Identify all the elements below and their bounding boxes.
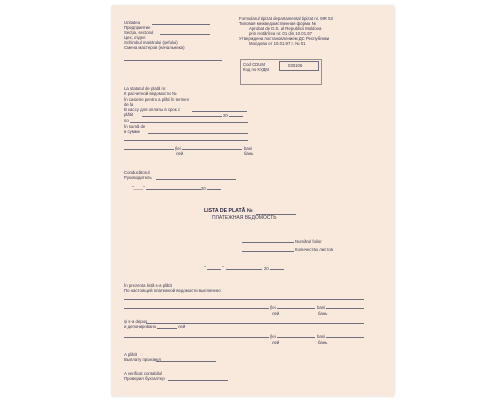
sheets-line: [242, 251, 294, 252]
title-ru: ПЛАТЕЖНАЯ ВЕДОМОСТЬ: [212, 215, 277, 221]
statement-l3: În casierie pentru a plăti în termen: [124, 97, 189, 102]
sheets-pre-line: [242, 242, 294, 243]
deposit-lei2-line: [277, 337, 315, 338]
conducator-line: [156, 179, 236, 180]
form-line-2: Типовая межведомственная форма №: [239, 21, 317, 26]
year2: 20: [201, 186, 206, 191]
conducator-ro: Conducătorul: [124, 170, 150, 175]
statement-l6: plătit: [124, 112, 134, 117]
form-line-1: Formularul tipizat departamental tipizat nr. MR 53: [239, 16, 333, 21]
checked-ru: Проверил бухгалтер: [124, 376, 165, 381]
title-ro: LISTA DE PLATĂ №: [204, 208, 253, 214]
date-day-line: [207, 269, 221, 270]
sum-line: [148, 133, 248, 134]
date-line-1: [146, 189, 201, 190]
payout-lei: (lei: [270, 305, 276, 310]
to-line: [130, 122, 248, 123]
deposit-bani2: bani: [317, 334, 326, 339]
header-left-underline: [124, 60, 222, 61]
lei-line: [182, 149, 242, 150]
statement-l5: В кассу для оплаты в срок с: [124, 107, 180, 112]
year1-line: [229, 116, 243, 117]
lei1: (lei: [175, 146, 181, 151]
paid-line: [156, 361, 216, 362]
deposit-lei: лей: [178, 324, 186, 329]
statement-l2: К расчетной ведомости №: [124, 91, 177, 96]
deposit-ru: и депонировано: [124, 324, 157, 329]
sheets-ro: Numărul foilor: [295, 239, 322, 244]
payout-line-2: [124, 308, 269, 309]
form-line-5: Утверждена постановлением ДС Республики: [239, 36, 330, 41]
deposit-bani2-line: [326, 337, 364, 338]
paid-line: [142, 116, 222, 117]
date-month-line: [226, 269, 262, 270]
payout-l1: În prezenta listă s-a plătit: [124, 283, 172, 288]
date-quote-open: ": [204, 265, 206, 270]
section-label-ro: Secția, sectorul: [124, 30, 154, 35]
deposit-line-ru: [157, 328, 177, 329]
payout-bani-line: [326, 308, 364, 309]
payout-l2: По настоящей платежной ведомости выплачено: [124, 288, 221, 293]
unit-label-ro: Unitatea: [124, 20, 141, 25]
section-line: [160, 34, 210, 35]
year1: 20: [223, 113, 228, 118]
statement-l4: de la: [124, 102, 134, 107]
payout-lei-line: [277, 308, 315, 309]
conducator-ru: Руководитель: [124, 175, 152, 180]
year2-line: [207, 189, 221, 190]
form-line-3: Aprobat de D.S. al Republicii Moldova: [249, 26, 322, 31]
code-label-ro: Cod CDUM: [243, 62, 265, 67]
unit-line: [152, 24, 210, 25]
deposit-line-2: [124, 337, 269, 338]
paid-ru: Выплату произвел: [124, 357, 161, 362]
checked-ro: A verificat contabilul: [124, 371, 162, 376]
sheets-ru: Количество листов: [295, 247, 333, 252]
code-value: 030106: [288, 63, 303, 68]
document-page: [112, 6, 394, 396]
statement-l1: La statutul de plată nr.: [124, 86, 167, 91]
payout-line-1: [124, 299, 364, 300]
payout-lei-ru: лей: [272, 311, 280, 316]
shift-label-ro: Schimbul maistrului (șefului): [124, 40, 178, 45]
date-year-line: [270, 269, 284, 270]
payout-bani-ru: бань: [318, 311, 328, 316]
unit-label-ru: Предприятие: [124, 25, 151, 30]
shift-label-ru: Смена мастеров (начальника): [124, 45, 185, 50]
form-line-4: prin Hotărîrea nr. 01 din 10.01.97: [249, 31, 313, 36]
date-quote-close: ": [222, 265, 224, 270]
code-frame: [240, 59, 322, 85]
bani1-ru: бань: [244, 151, 254, 156]
deposit-lei2: (lei: [270, 334, 276, 339]
checked-line: [168, 380, 228, 381]
lei-pre-line: [124, 149, 174, 150]
paid-ro: A plătit: [124, 352, 137, 357]
payout-bani: bani: [317, 305, 326, 310]
date-prefix: "____": [132, 185, 145, 190]
deposit-ro: și s-a depus: [124, 319, 148, 324]
statement-l9: в сумме: [124, 129, 141, 134]
deposit-bani2-ru: бань: [318, 340, 328, 345]
lei1-ru: лей: [176, 151, 184, 156]
date-year: 20: [264, 266, 269, 271]
statement-l8: În sumă de: [124, 124, 146, 129]
section-label-ru: Цех, отдел: [124, 35, 146, 40]
from-date-line: [192, 111, 247, 112]
form-line-6: Молдова от 10.01.97 г. № 01: [249, 41, 306, 46]
sum-line-2: [124, 140, 248, 141]
bani1: bani: [244, 146, 253, 151]
statement-l7: по: [124, 118, 129, 123]
deposit-lei2-ru: лей: [272, 340, 280, 345]
code-label-ru: Код по КУДМ: [243, 67, 269, 72]
